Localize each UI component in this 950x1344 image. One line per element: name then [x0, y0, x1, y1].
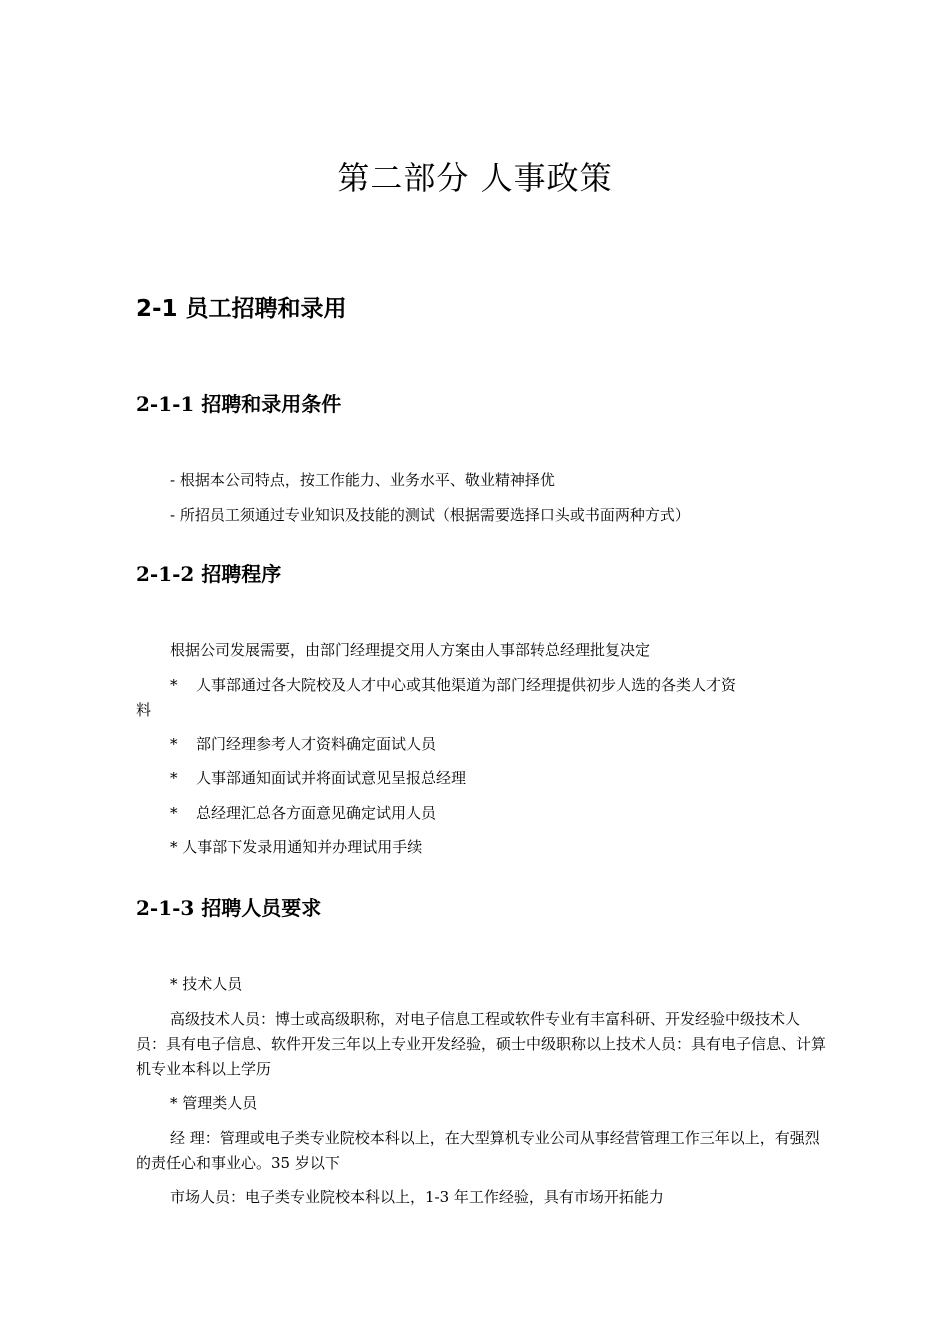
step-text: 人事部通知面试并将面试意见呈报总经理 — [196, 769, 467, 787]
management-staff-label: * 管理类人员 — [170, 1094, 258, 1112]
procedure-intro: 根据公司发展需要，由部门经理提交用人方案由人事部转总经理批复决定 — [170, 641, 651, 659]
step-bullet: * — [170, 735, 178, 753]
subsection-heading-2-1-3: 2-1-3 招聘人员要求 — [136, 896, 322, 920]
condition-item-2: - 所招员工须通过专业知识及技能的测试（根据需要选择口头或书面两种方式） — [170, 506, 690, 524]
procedure-step-1 — [170, 673, 736, 698]
marketing-staff-requirements: 市场人员：电子类专业院校本科以上，1-3 年工作经验，具有市场开拓能力 — [170, 1188, 664, 1206]
step-bullet: * — [170, 676, 178, 694]
step-text: 部门经理参考人才资料确定面试人员 — [196, 735, 437, 753]
procedure-step-1-continuation: 料 — [136, 701, 152, 719]
tech-staff-requirements: 高级技术人员：博士或高级职称，对电子信息工程或软件专业有丰富科研、开发经验中级技术人员：具有电子信息、软件开发三年以上专业开发经验，硕士中级职称以上技术人员：具有电子信息、计算机专业本科以上学历 — [136, 1010, 827, 1078]
procedure-step-5: * 人事部下发录用通知并办理试用手续 — [170, 838, 423, 856]
condition-item-1: - 根据本公司特点，按工作能力、业务水平、敬业精神择优 — [170, 471, 555, 489]
subsection-heading-2-1-2: 2-1-2 招聘程序 — [136, 562, 282, 586]
procedure-step-2 — [170, 732, 436, 757]
manager-requirements: 经 理：管理或电子类专业院校本科以上，在大型算机专业公司从事经营管理工作三年以上，有强烈的责任心和事业心。35 岁以下 — [136, 1129, 820, 1172]
section-heading: 2-1 员工招聘和录用 — [136, 296, 347, 322]
subsection-heading-2-1-1: 2-1-1 招聘和录用条件 — [136, 392, 342, 416]
step-bullet: * — [170, 804, 178, 822]
step-bullet: * — [170, 769, 178, 787]
step-text: 人事部通过各大院校及人才中心或其他渠道为部门经理提供初步人选的各类人才资 — [196, 676, 737, 694]
step-text: 总经理汇总各方面意见确定试用人员 — [196, 804, 437, 822]
procedure-step-3 — [170, 766, 466, 791]
procedure-step-4 — [170, 801, 436, 826]
page-title: 第二部分 人事政策 — [337, 159, 613, 197]
tech-staff-label: * 技术人员 — [170, 975, 243, 993]
